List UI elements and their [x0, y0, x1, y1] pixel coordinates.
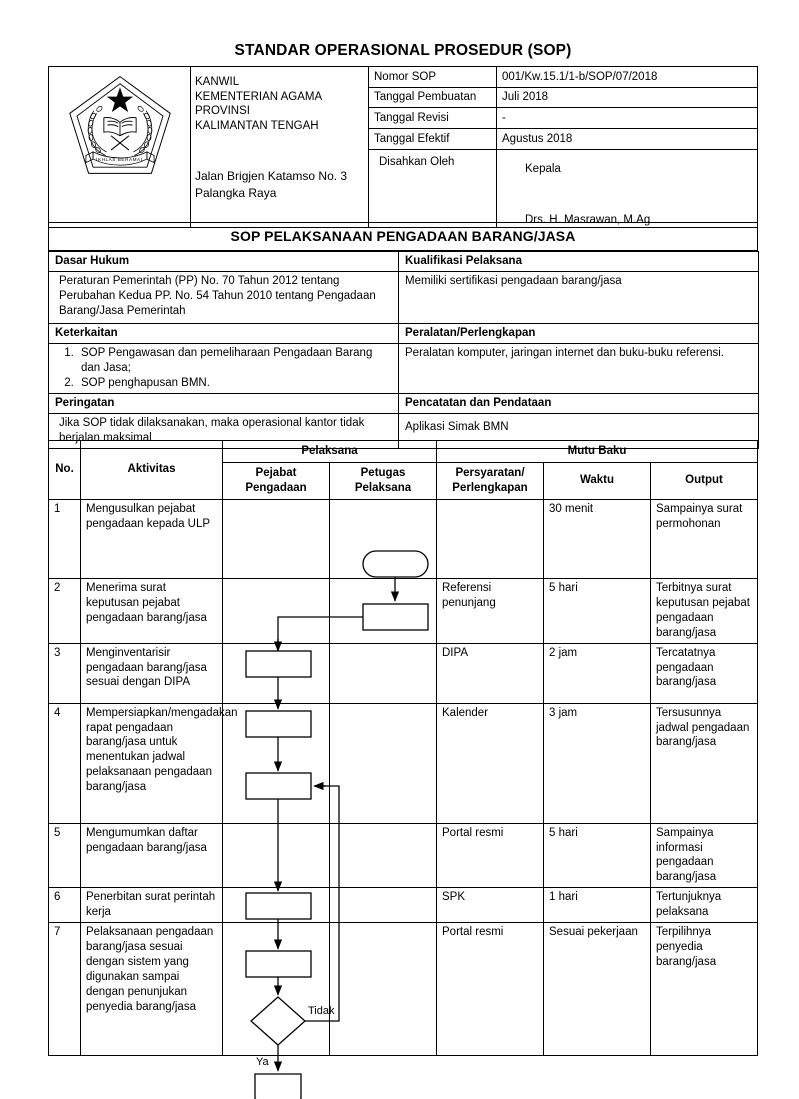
- kualifikasi-pelaksana-header: Kualifikasi Pelaksana: [399, 252, 759, 272]
- row-petugas-pelaksana-diagram: [330, 578, 437, 643]
- table-row: [49, 643, 758, 703]
- row-no: 4: [49, 703, 81, 823]
- kementerian-agama-emblem-icon: [66, 73, 174, 177]
- dasar-hukum-text: Peraturan Pemerintah (PP) No. 70 Tahun 2012 tentang Perubahan Kedua PP. No. 54 Tahun 2010 tentang Pengadaan Barang/Jasa Pemerintah: [49, 271, 399, 323]
- field-label-tanggal-revisi: Tanggal Revisi: [369, 108, 497, 129]
- flowchart-table: [48, 440, 758, 1056]
- row-output: Sampainya informasi pengadaan barang/jasa: [651, 823, 758, 888]
- keterkaitan-header: Keterkaitan: [49, 323, 399, 343]
- address-line-1: Jalan Brigjen Katamso No. 3: [195, 168, 348, 183]
- header-petugas-pelaksana: Petugas Pelaksana: [330, 462, 437, 499]
- row-aktivitas: Mengusulkan pejabat pengadaan kepada ULP: [81, 499, 223, 578]
- row-persyaratan: Kalender: [437, 703, 544, 823]
- keterkaitan-list-cell: [49, 343, 399, 393]
- row-waktu: 5 hari: [544, 823, 651, 888]
- header-no: No.: [49, 441, 81, 500]
- row-waktu: 2 jam: [544, 643, 651, 703]
- kualifikasi-pelaksana-text: Memiliki sertifikasi pengadaan barang/jasa: [399, 271, 759, 323]
- logo-cell: [49, 67, 191, 228]
- approval-name: Drs. H. Masrawan, M.Ag: [525, 213, 651, 226]
- row-no: 5: [49, 823, 81, 888]
- field-value-tanggal-revisi: -: [497, 108, 758, 129]
- row-waktu: 3 jam: [544, 703, 651, 823]
- row-pejabat-pengadaan-diagram: [223, 499, 330, 578]
- approval-signature-cell: [497, 149, 758, 227]
- row-pejabat-pengadaan-diagram: [223, 643, 330, 703]
- row-persyaratan: Referensi penunjang: [437, 578, 544, 643]
- row-aktivitas: Penerbitan surat perintah kerja: [81, 888, 223, 923]
- page-title: STANDAR OPERASIONAL PROSEDUR (SOP): [234, 42, 572, 59]
- row-aktivitas: Mempersiapkan/mengadakan rapat pengadaan barang/jasa untuk menentukan jadwal pelaksanaan pengadaan barang/jasa: [81, 703, 223, 823]
- field-value-tanggal-pembuatan: Juli 2018: [497, 87, 758, 108]
- row-no: 3: [49, 643, 81, 703]
- header-aktivitas: Aktivitas: [81, 441, 223, 500]
- field-label-tanggal-pembuatan: Tanggal Pembuatan: [369, 87, 497, 108]
- row-waktu: 1 hari: [544, 888, 651, 923]
- dasar-hukum-header: Dasar Hukum: [49, 252, 399, 272]
- org-line-3: PROVINSI: [195, 105, 250, 118]
- address-line-2: Palangka Raya: [195, 185, 277, 200]
- svg-text:IKHLAS BERAMAL: IKHLAS BERAMAL: [95, 156, 144, 162]
- row-persyaratan: SPK: [437, 888, 544, 923]
- header-waktu: Waktu: [544, 462, 651, 499]
- row-pejabat-pengadaan-diagram: [223, 923, 330, 1056]
- table-row: [49, 823, 758, 888]
- branch-label-tidak: Tidak: [308, 1004, 335, 1017]
- peralatan-perlengkapan-text: Peralatan komputer, jaringan internet dan buku-buku referensi.: [399, 343, 759, 393]
- header-persyaratan: Persyaratan/ Perlengkapan: [437, 462, 544, 499]
- row-no: 6: [49, 888, 81, 923]
- terminator-end-shape: [255, 1074, 301, 1099]
- row-persyaratan: Portal resmi: [437, 823, 544, 888]
- row-petugas-pelaksana-diagram: [330, 499, 437, 578]
- row-persyaratan: [437, 499, 544, 578]
- field-value-tanggal-efektif: Agustus 2018: [497, 129, 758, 150]
- row-output: Tertunjuknya pelaksana: [651, 888, 758, 923]
- row-no: 7: [49, 923, 81, 1056]
- org-line-4: KALIMANTAN TENGAH: [195, 120, 319, 133]
- row-petugas-pelaksana-diagram: [330, 643, 437, 703]
- organization-cell: [191, 67, 369, 228]
- row-waktu: 5 hari: [544, 578, 651, 643]
- row-petugas-pelaksana-diagram: [330, 703, 437, 823]
- sop-title: SOP PELAKSANAAN PENGADAAN BARANG/JASA: [48, 222, 758, 251]
- row-output: Tersusunnya jadwal pengadaan barang/jasa: [651, 703, 758, 823]
- row-persyaratan: Portal resmi: [437, 923, 544, 1056]
- row-pejabat-pengadaan-diagram: [223, 888, 330, 923]
- row-waktu: Sesuai pekerjaan: [544, 923, 651, 1056]
- sop-info-table: [48, 251, 759, 449]
- row-pejabat-pengadaan-diagram: [223, 703, 330, 823]
- keterkaitan-item: 1. SOP Pengawasan dan pemeliharaan Pengadaan Barang dan Jasa;: [77, 346, 392, 376]
- table-row: [49, 888, 758, 923]
- branch-label-ya: Ya: [256, 1055, 269, 1068]
- row-aktivitas: Mengumumkan daftar pengadaan barang/jasa: [81, 823, 223, 888]
- table-row: [49, 923, 758, 1056]
- flowchart-section: [48, 440, 758, 1068]
- table-row: [49, 499, 758, 578]
- header-pejabat-pengadaan: Pejabat Pengadaan: [223, 462, 330, 499]
- row-output: Terpilihnya penyedia barang/jasa: [651, 923, 758, 1056]
- pencatatan-pendataan-header: Pencatatan dan Pendataan: [399, 393, 759, 413]
- row-no: 2: [49, 578, 81, 643]
- header-mutu-baku: Mutu Baku: [437, 441, 758, 463]
- row-pejabat-pengadaan-diagram: [223, 823, 330, 888]
- row-persyaratan: DIPA: [437, 643, 544, 703]
- row-petugas-pelaksana-diagram: [330, 923, 437, 1056]
- header-pelaksana: Pelaksana: [223, 441, 437, 463]
- row-output: Terbitnya surat keputusan pejabat pengadaan barang/jasa: [651, 578, 758, 643]
- org-line-2: KEMENTERIAN AGAMA: [195, 90, 323, 103]
- identity-header-table: [48, 66, 758, 228]
- field-value-nomor-sop: 001/Kw.15.1/1-b/SOP/07/2018: [497, 67, 758, 88]
- row-aktivitas: Menerima surat keputusan pejabat pengadaan barang/jasa: [81, 578, 223, 643]
- row-petugas-pelaksana-diagram: [330, 823, 437, 888]
- row-no: 1: [49, 499, 81, 578]
- field-label-disahkan-oleh: [369, 149, 497, 227]
- pencatatan-pendataan-text: Aplikasi Simak BMN: [399, 413, 759, 448]
- row-aktivitas: Pelaksanaan pengadaan barang/jasa sesuai dengan sistem yang digunakan sampai dengan penunjukan penyedia barang/jasa: [81, 923, 223, 1056]
- field-label-nomor-sop: Nomor SOP: [369, 67, 497, 88]
- approval-role: Kepala: [525, 162, 561, 175]
- peringatan-text: Jika SOP tidak dilaksanakan, maka operasional kantor tidak berjalan maksimal: [49, 413, 399, 448]
- row-aktivitas: Menginventarisir pengadaan barang/jasa sesuai dengan DIPA: [81, 643, 223, 703]
- keterkaitan-item: 2. SOP penghapusan BMN.: [77, 376, 392, 391]
- disahkan-oleh-text: Disahkan Oleh: [379, 156, 455, 169]
- org-line-1: KANWIL: [195, 76, 240, 88]
- sop-info-section: [48, 222, 758, 449]
- peringatan-header: Peringatan: [49, 393, 399, 413]
- table-row: [49, 703, 758, 823]
- field-label-tanggal-efektif: Tanggal Efektif: [369, 129, 497, 150]
- peralatan-perlengkapan-header: Peralatan/Perlengkapan: [399, 323, 759, 343]
- table-row: [49, 578, 758, 643]
- row-pejabat-pengadaan-diagram: [223, 578, 330, 643]
- row-waktu: 30 menit: [544, 499, 651, 578]
- header-output: Output: [651, 462, 758, 499]
- row-output: Tercatatnya pengadaan barang/jasa: [651, 643, 758, 703]
- row-petugas-pelaksana-diagram: [330, 888, 437, 923]
- row-output: Sampainya surat permohonan: [651, 499, 758, 578]
